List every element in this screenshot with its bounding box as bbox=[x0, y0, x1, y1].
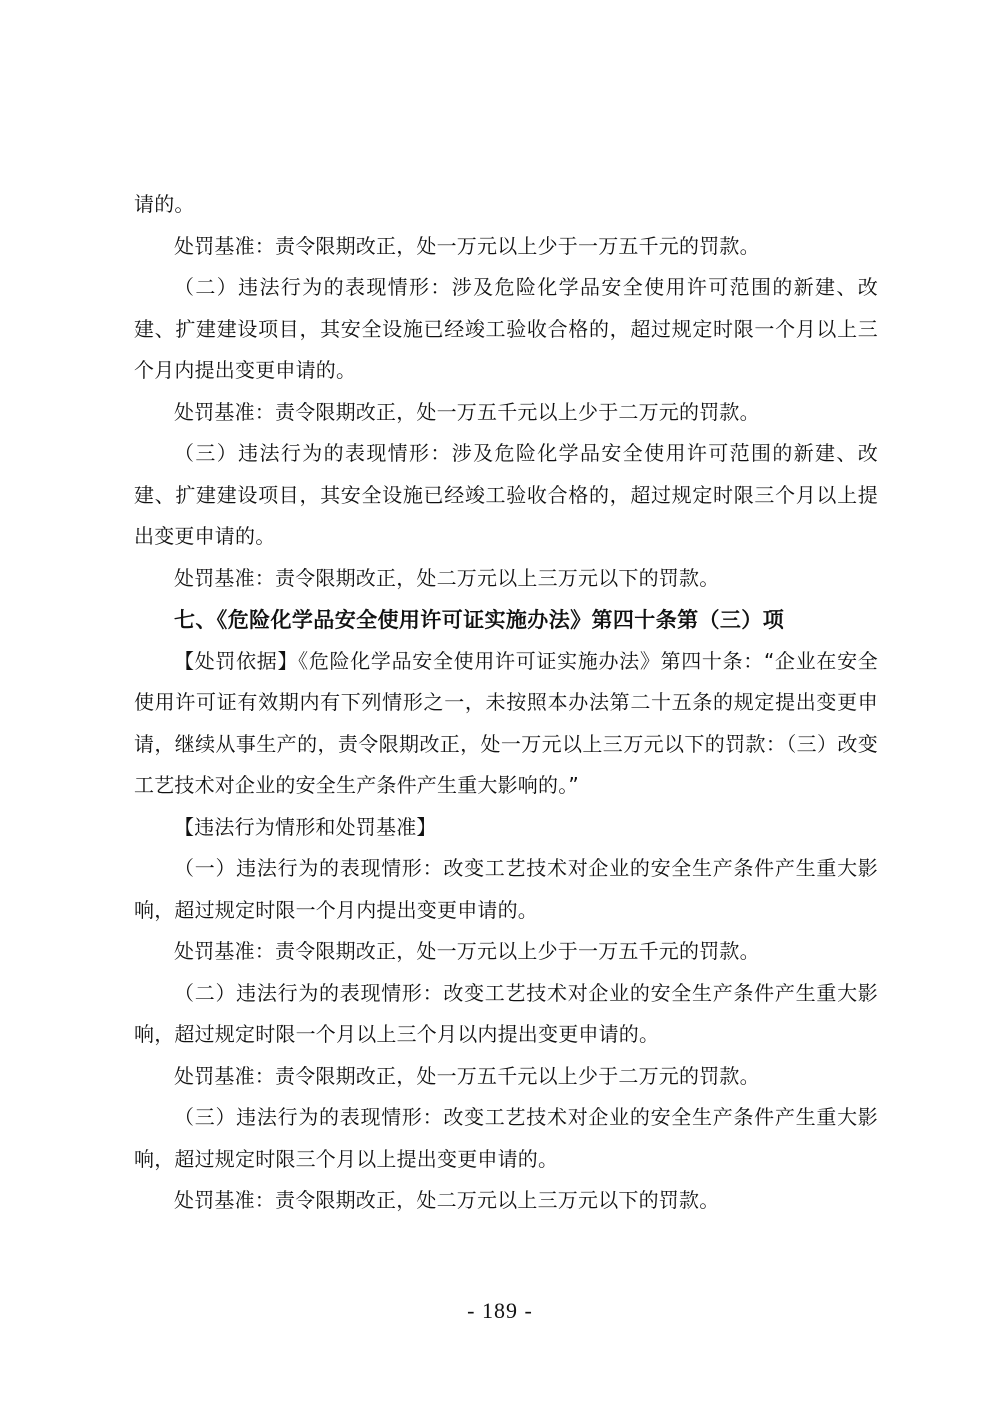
penalty-standard-paragraph: 处罚基准：责令限期改正，处一万五千元以上少于二万元的罚款。 bbox=[174, 399, 760, 424]
subsection-label: 【违法行为情形和处罚基准】 bbox=[174, 814, 437, 839]
penalty-standard-paragraph: 处罚基准：责令限期改正，处一万元以上少于一万五千元的罚款。 bbox=[174, 939, 760, 963]
violation-case-paragraph: （二）违法行为的表现情形：改变工艺技术对企业的安全生产条件产生重大影响，超过规定时限一个月以上三个月以内提出变更申请的。 bbox=[134, 980, 878, 1046]
penalty-standard-paragraph: 处罚基准：责令限期改正，处一万元以上少于一万五千元的罚款。 bbox=[174, 233, 760, 258]
penalty-standard-paragraph: 处罚基准：责令限期改正，处二万元以上三万元以下的罚款。 bbox=[174, 565, 720, 590]
penalty-standard-paragraph: 处罚基准：责令限期改正，处一万五千元以上少于二万元的罚款。 bbox=[174, 1063, 760, 1088]
penalty-basis-paragraph: 【处罚依据】《危险化学品安全使用许可证实施办法》第四十条：“企业在安全使用许可证有效期内有下列情形之一，未按照本办法第二十五条的规定提出变更申请，继续从事生产的，责令限期改正，处一万元以上三万元以下的罚款：（三）改变工艺技术对企业的安全生产条件产生重大影响的。” bbox=[134, 648, 878, 797]
violation-case-paragraph: （二）违法行为的表现情形：涉及危险化学品安全使用许可范围的新建、改建、扩建建设项目，其安全设施已经竣工验收合格的，超过规定时限一个月以上三个月内提出变更申请的。 bbox=[134, 275, 878, 382]
paragraph-continuation: 请的。 bbox=[134, 192, 195, 216]
page-number: - 189 - bbox=[467, 1298, 533, 1323]
violation-case-paragraph: （三）违法行为的表现情形：涉及危险化学品安全使用许可范围的新建、改建、扩建建设项目，其安全设施已经竣工验收合格的，超过规定时限三个月以上提出变更申请的。 bbox=[134, 441, 878, 548]
document-body bbox=[134, 184, 878, 1222]
violation-case-paragraph: （三）违法行为的表现情形：改变工艺技术对企业的安全生产条件产生重大影响，超过规定时限三个月以上提出变更申请的。 bbox=[134, 1105, 878, 1171]
penalty-standard-paragraph: 处罚基准：责令限期改正，处二万元以上三万元以下的罚款。 bbox=[174, 1188, 720, 1212]
violation-case-paragraph: （一）违法行为的表现情形：改变工艺技术对企业的安全生产条件产生重大影响，超过规定时限一个月内提出变更申请的。 bbox=[134, 856, 878, 922]
section-heading: 七、《危险化学品安全使用许可证实施办法》第四十条第（三）项 bbox=[174, 607, 785, 632]
